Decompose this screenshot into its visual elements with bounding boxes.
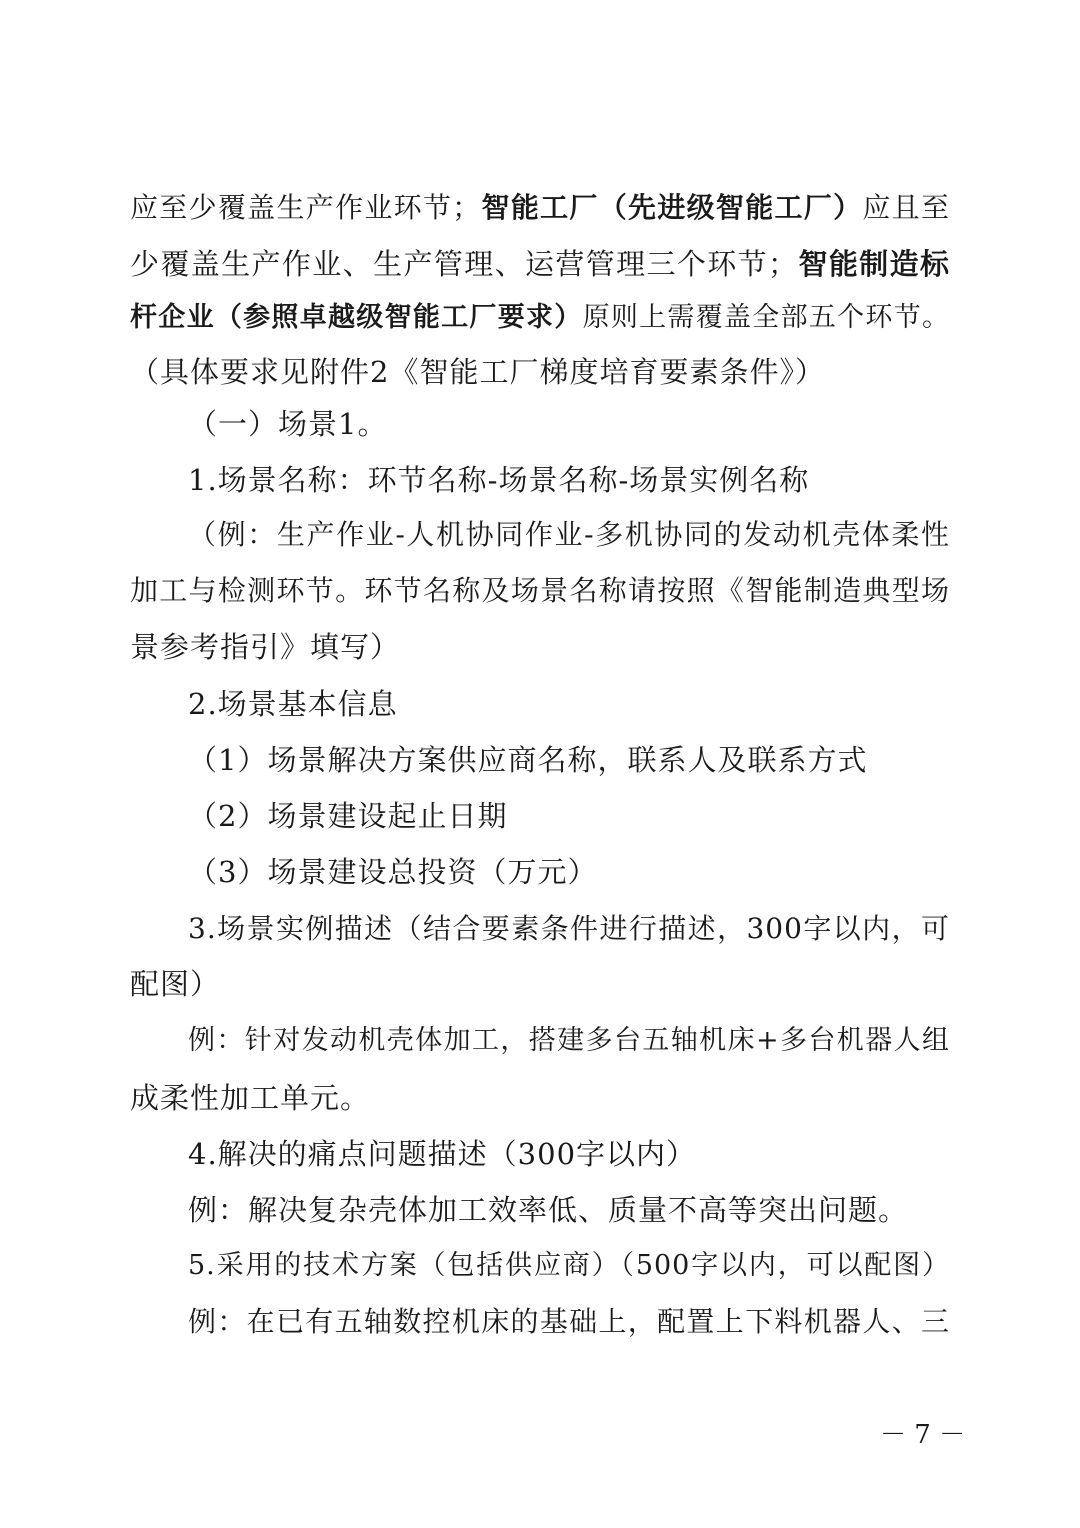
text-run: 例：针对发动机壳体加工，搭建多台五轴机床+多台机器人组 [188,1025,950,1056]
text-run: 原则上需覆盖全部五个环节。 [582,302,951,333]
item-4-heading [188,1134,948,1174]
text-run: （一）场景1。 [188,407,388,441]
text-run: 2.场景基本信息 [188,687,398,721]
item-2-heading [188,684,948,724]
item-1-heading [188,460,948,500]
example-line-2 [130,571,950,611]
text-run: 应且至 [862,191,950,224]
example-line-1 [188,515,950,555]
item-3-heading-cont [130,964,950,1004]
subitem-3 [188,852,948,892]
page-number: － 7 － [880,1420,966,1450]
text-run: （例：生产作业-人机协同作业-多机协同的发动机壳体柔性 [188,518,950,551]
text-run: （1）场景解决方案供应商名称，联系人及联系方式 [188,743,868,777]
text-run: 少覆盖生产作业、生产管理、运营管理三个环节； [130,247,799,281]
item-5-heading [188,1246,950,1286]
body-line-3 [130,298,950,338]
item-3-example-line-1 [188,1021,950,1061]
text-run: （3）场景建设总投资（万元） [188,855,598,889]
item-4-example [188,1190,948,1230]
subitem-2 [188,796,948,836]
item-3-heading [188,909,950,949]
text-run: 成柔性加工单元。 [130,1081,371,1115]
text-run: 配图） [130,967,221,1001]
text-run: 景参考指引》填写） [130,630,401,664]
text-run: （2）场景建设起止日期 [188,799,508,833]
text-run: （具体要求见附件2《智能工厂梯度培育要素条件》） [130,355,825,389]
body-line-1 [130,188,950,228]
item-3-example-line-2 [130,1078,950,1118]
text-run: 加工与检测环节。环节名称及场景名称请按照《智能制造典型场 [130,574,950,607]
section-heading [188,404,948,444]
example-line-3 [130,627,950,667]
subitem-1 [188,740,948,780]
bold-text-run: 杆企业（参照卓越级智能工厂要求） [130,302,583,333]
body-line-4 [130,352,950,392]
bold-text-run: 智能制造标 [798,247,950,281]
bold-text-run: 智能工厂（先进级智能工厂） [481,191,863,224]
text-run: 4.解决的痛点问题描述（300字以内） [188,1137,697,1171]
item-5-example [188,1302,950,1342]
text-run: 应至少覆盖生产作业环节； [130,191,482,224]
body-line-2 [130,244,950,284]
text-run: 5.采用的技术方案（包括供应商）（500字以内，可以配图） [188,1250,950,1281]
text-run: 例：解决复杂壳体加工效率低、质量不高等突出问题。 [188,1193,909,1227]
text-run: 1.场景名称：环节名称-场景名称-场景实例名称 [188,463,810,497]
text-run: 3.场景实例描述（结合要素条件进行描述，300字以内，可 [188,912,950,945]
text-run: 例：在已有五轴数控机床的基础上，配置上下料机器人、三 [188,1305,950,1338]
